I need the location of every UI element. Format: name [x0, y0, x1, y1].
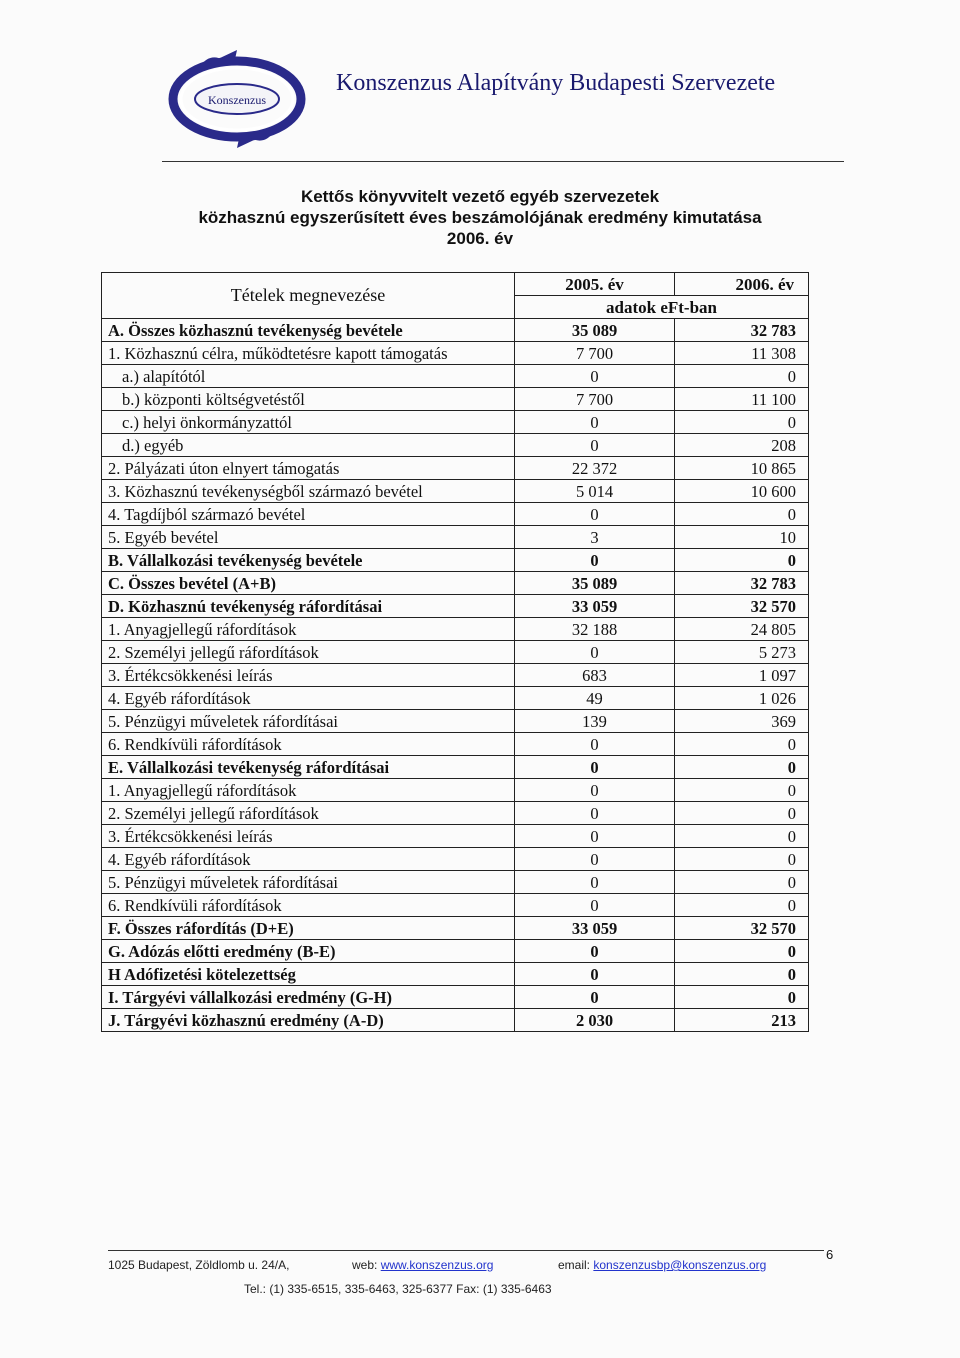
table-row: [102, 319, 809, 342]
value-2005: 2 030: [515, 1009, 675, 1032]
row-label: J. Tárgyévi közhasznú eredmény (A-D): [102, 1009, 515, 1032]
table-row: [102, 1009, 809, 1032]
logo-text: Konszenzus: [208, 93, 266, 107]
column-header-2006: 2006. év: [675, 273, 809, 296]
email-link[interactable]: konszenzusbp@konszenzus.org: [593, 1258, 767, 1272]
table-row: [102, 802, 809, 825]
value-2005: 7 700: [515, 388, 675, 411]
value-2005: 33 059: [515, 595, 675, 618]
unit-header: adatok eFt-ban: [515, 296, 809, 319]
table-row: [102, 434, 809, 457]
row-label: 6. Rendkívüli ráfordítások: [102, 894, 515, 917]
value-2006: 0: [675, 963, 809, 986]
table-row: [102, 756, 809, 779]
value-2006: 0: [675, 986, 809, 1009]
table-row: [102, 365, 809, 388]
value-2006: 32 783: [675, 572, 809, 595]
table-row: [102, 917, 809, 940]
value-2006: 0: [675, 503, 809, 526]
table-row: [102, 342, 809, 365]
header-divider: [162, 161, 844, 162]
row-label: 3. Értékcsökkenési leírás: [102, 664, 515, 687]
row-label: 4. Egyéb ráfordítások: [102, 848, 515, 871]
row-label: D. Közhasznú tevékenység ráfordításai: [102, 595, 515, 618]
value-2005: 0: [515, 549, 675, 572]
value-2006: 213: [675, 1009, 809, 1032]
value-2006: 10 865: [675, 457, 809, 480]
value-2005: 35 089: [515, 319, 675, 342]
title-line-3: 2006. év: [446, 229, 514, 248]
value-2005: 0: [515, 802, 675, 825]
table-row: [102, 940, 809, 963]
row-label: G. Adózás előtti eredmény (B-E): [102, 940, 515, 963]
value-2005: 7 700: [515, 342, 675, 365]
value-2005: 0: [515, 986, 675, 1009]
footer-web: [352, 1258, 493, 1272]
column-header-items: Tételek megnevezése: [102, 273, 515, 319]
row-label: 2. Pályázati úton elnyert támogatás: [102, 457, 515, 480]
value-2005: 0: [515, 779, 675, 802]
row-label: 5. Egyéb bevétel: [102, 526, 515, 549]
table-row: [102, 963, 809, 986]
email-label: email:: [558, 1258, 591, 1272]
value-2006: 11 308: [675, 342, 809, 365]
table-row: [102, 526, 809, 549]
row-label: 6. Rendkívüli ráfordítások: [102, 733, 515, 756]
value-2006: 0: [675, 411, 809, 434]
value-2005: 0: [515, 733, 675, 756]
konszenzus-logo: [162, 48, 312, 150]
organization-name: Konszenzus Alapítvány Budapesti Szervezete: [336, 70, 776, 96]
row-label: d.) egyéb: [102, 434, 515, 457]
row-label: 3. Értékcsökkenési leírás: [102, 825, 515, 848]
table-row: [102, 664, 809, 687]
value-2006: 10 600: [675, 480, 809, 503]
table-row: [102, 641, 809, 664]
value-2006: 0: [675, 549, 809, 572]
value-2006: 0: [675, 365, 809, 388]
value-2006: 5 273: [675, 641, 809, 664]
table-row: [102, 572, 809, 595]
value-2006: 0: [675, 779, 809, 802]
page-number: 6: [826, 1247, 834, 1262]
table-row: [102, 503, 809, 526]
value-2006: 0: [675, 802, 809, 825]
value-2006: 0: [675, 733, 809, 756]
table-body: [102, 319, 809, 1032]
row-label: E. Vállalkozási tevékenység ráfordításai: [102, 756, 515, 779]
table-row: [102, 549, 809, 572]
value-2006: 24 805: [675, 618, 809, 641]
value-2005: 0: [515, 641, 675, 664]
row-label: H Adófizetési kötelezettség: [102, 963, 515, 986]
value-2005: 33 059: [515, 917, 675, 940]
row-label: C. Összes bevétel (A+B): [102, 572, 515, 595]
value-2005: 49: [515, 687, 675, 710]
row-label: 1. Anyagjellegű ráfordítások: [102, 618, 515, 641]
column-header-2005: 2005. év: [515, 273, 675, 296]
value-2006: 10: [675, 526, 809, 549]
value-2005: 0: [515, 434, 675, 457]
value-2005: 0: [515, 894, 675, 917]
table-row: [102, 411, 809, 434]
value-2006: 369: [675, 710, 809, 733]
value-2005: 0: [515, 365, 675, 388]
row-label: c.) helyi önkormányzattól: [102, 411, 515, 434]
value-2006: 11 100: [675, 388, 809, 411]
value-2005: 0: [515, 411, 675, 434]
row-label: 2. Személyi jellegű ráfordítások: [102, 641, 515, 664]
row-label: A. Összes közhasznú tevékenység bevétele: [102, 319, 515, 342]
income-statement-table: [101, 272, 809, 1032]
value-2005: 0: [515, 756, 675, 779]
table-row: [102, 986, 809, 1009]
website-link[interactable]: www.konszenzus.org: [380, 1258, 494, 1272]
value-2006: 32 783: [675, 319, 809, 342]
table-row: [102, 894, 809, 917]
value-2005: 139: [515, 710, 675, 733]
footer-divider: [108, 1250, 824, 1251]
value-2006: 1 026: [675, 687, 809, 710]
value-2005: 22 372: [515, 457, 675, 480]
value-2006: 0: [675, 825, 809, 848]
row-label: 3. Közhasznú tevékenységből származó bevétel: [102, 480, 515, 503]
table-row: [102, 825, 809, 848]
value-2005: 5 014: [515, 480, 675, 503]
value-2005: 0: [515, 848, 675, 871]
value-2006: 0: [675, 756, 809, 779]
table-row: [102, 618, 809, 641]
value-2005: 32 188: [515, 618, 675, 641]
web-label: web:: [352, 1258, 378, 1272]
value-2005: 3: [515, 526, 675, 549]
document-title: [100, 186, 860, 249]
value-2005: 0: [515, 871, 675, 894]
row-label: 1. Anyagjellegű ráfordítások: [102, 779, 515, 802]
value-2005: 0: [515, 940, 675, 963]
table-row: [102, 457, 809, 480]
table-row: [102, 733, 809, 756]
value-2006: 0: [675, 940, 809, 963]
value-2006: 32 570: [675, 917, 809, 940]
value-2005: 0: [515, 503, 675, 526]
row-label: 4. Egyéb ráfordítások: [102, 687, 515, 710]
row-label: a.) alapítótól: [102, 365, 515, 388]
table-row: [102, 871, 809, 894]
value-2006: 1 097: [675, 664, 809, 687]
footer-address: 1025 Budapest, Zöldlomb u. 24/A,: [108, 1258, 290, 1272]
table-row: [102, 388, 809, 411]
table-row: [102, 480, 809, 503]
row-label: b.) központi költségvetéstől: [102, 388, 515, 411]
letterhead: [162, 38, 842, 158]
row-label: B. Vállalkozási tevékenység bevétele: [102, 549, 515, 572]
title-line-2: közhasznú egyszerűsített éves beszámolójának eredmény kimutatása: [198, 208, 762, 227]
value-2006: 208: [675, 434, 809, 457]
table-row: [102, 710, 809, 733]
row-label: F. Összes ráfordítás (D+E): [102, 917, 515, 940]
row-label: 5. Pénzügyi műveletek ráfordításai: [102, 710, 515, 733]
row-label: 1. Közhasznú célra, működtetésre kapott támogatás: [102, 342, 515, 365]
value-2006: 32 570: [675, 595, 809, 618]
row-label: 2. Személyi jellegű ráfordítások: [102, 802, 515, 825]
value-2006: 0: [675, 848, 809, 871]
table-row: [102, 848, 809, 871]
value-2005: 683: [515, 664, 675, 687]
footer-email: [558, 1258, 766, 1272]
footer-phone-fax: Tel.: (1) 335-6515, 335-6463, 325-6377 Fax: (1) 335-6463: [244, 1282, 552, 1296]
row-label: 5. Pénzügyi műveletek ráfordításai: [102, 871, 515, 894]
row-label: I. Tárgyévi vállalkozási eredmény (G-H): [102, 986, 515, 1009]
value-2006: 0: [675, 894, 809, 917]
table-row: [102, 687, 809, 710]
value-2006: 0: [675, 871, 809, 894]
title-line-1: Kettős könyvvitelt vezető egyéb szervezetek: [300, 187, 660, 206]
value-2005: 35 089: [515, 572, 675, 595]
value-2005: 0: [515, 825, 675, 848]
row-label: 4. Tagdíjból származó bevétel: [102, 503, 515, 526]
value-2005: 0: [515, 963, 675, 986]
table-row: [102, 779, 809, 802]
table-row: [102, 595, 809, 618]
